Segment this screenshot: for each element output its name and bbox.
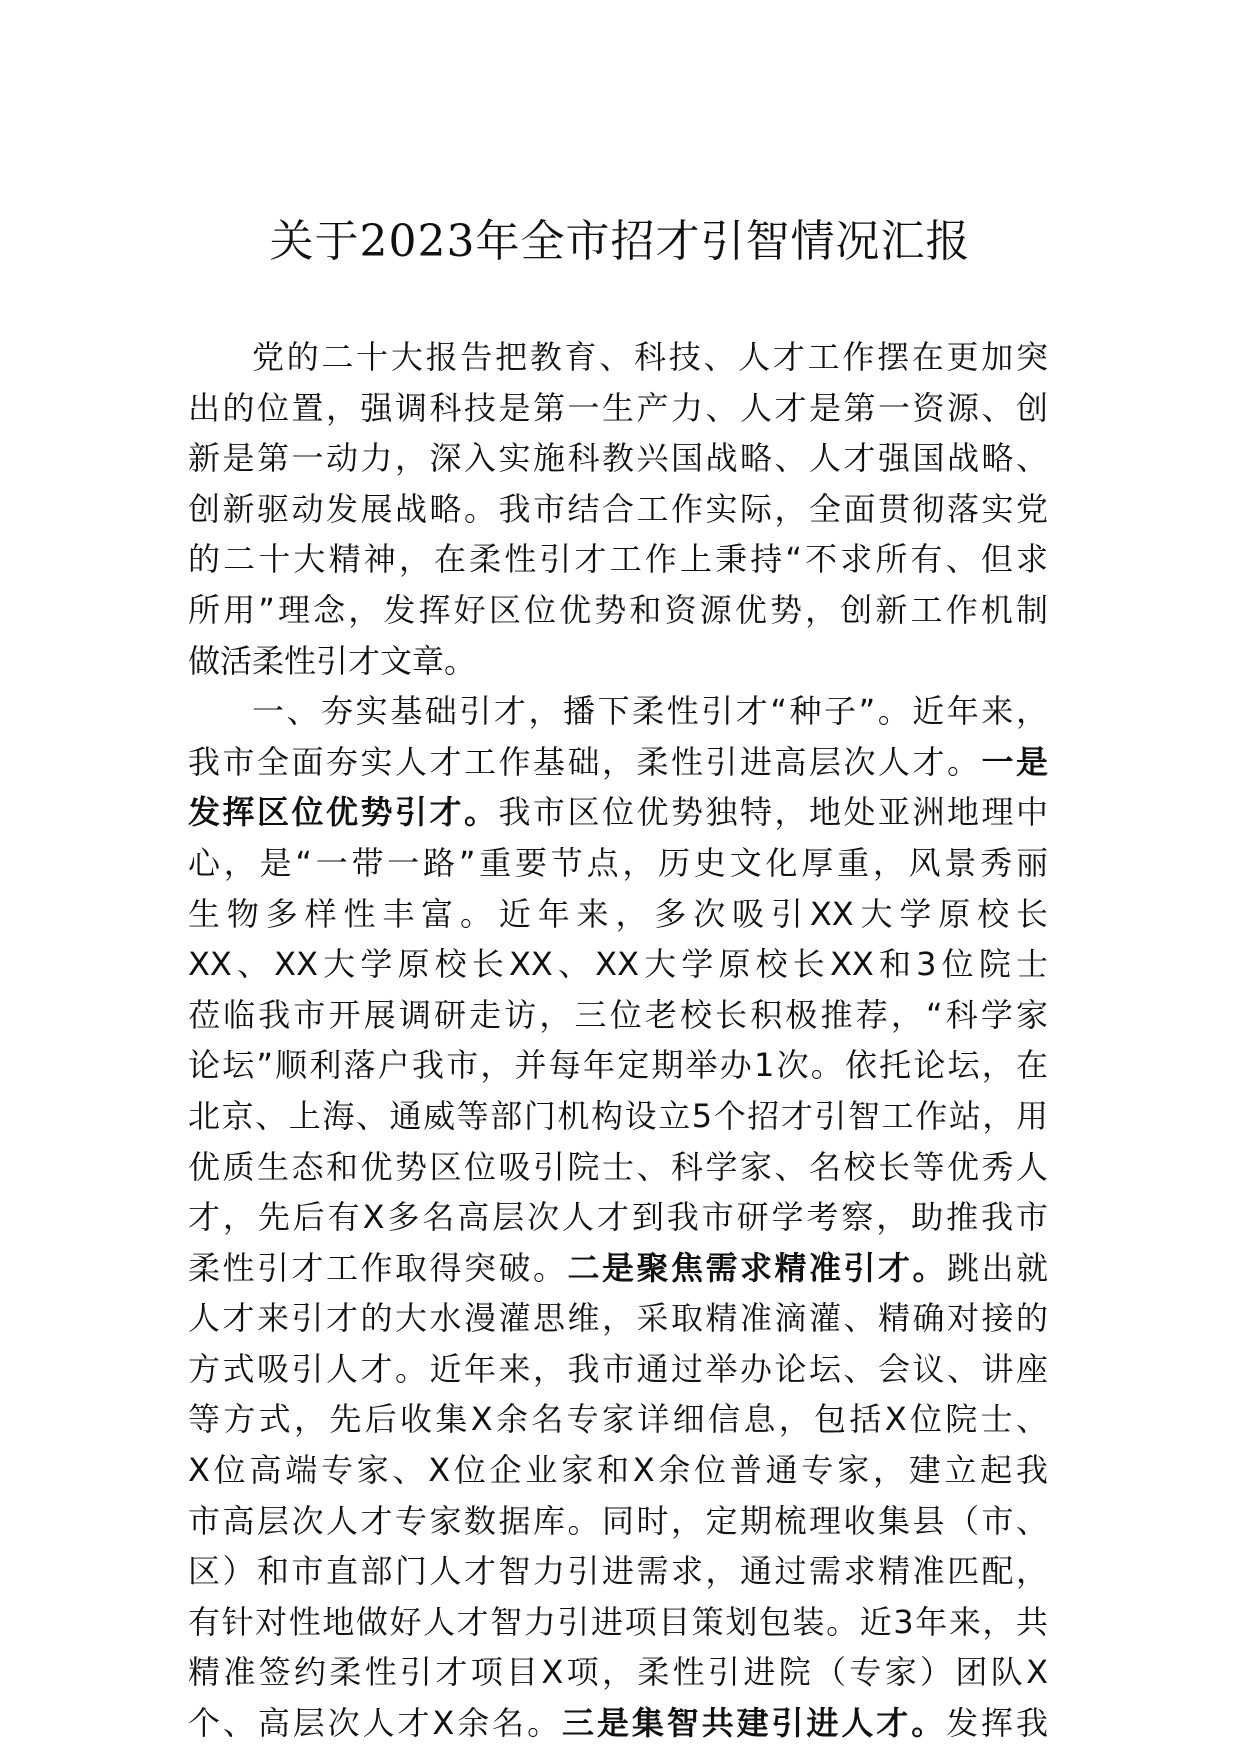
text-segment: 北京、上海、通威等部门机构设立5个招才引智工作站，用	[188, 1096, 1048, 1135]
text-line	[188, 534, 1048, 585]
bold-text-segment: 二是聚焦需求精准引才。	[567, 1248, 947, 1287]
text-segment: 有针对性地做好人才智力引进项目策划包装。近3年来，共	[188, 1602, 1048, 1641]
text-line	[188, 1647, 1048, 1698]
text-line	[188, 1293, 1048, 1344]
text-line	[188, 433, 1048, 484]
text-segment: 一、夯实基础引才，播下柔性引才“种子”。近年来，	[252, 692, 1048, 731]
text-segment: 党的二十大报告把教育、科技、人才工作摆在更加突	[252, 338, 1048, 376]
bold-text-segment: 发挥区位优势引才。	[188, 793, 499, 832]
text-line	[188, 1597, 1048, 1648]
bold-text-segment: 三是集智共建引进人才。	[562, 1704, 947, 1743]
text-segment: 人才来引才的大水漫灌思维，采取精准滴灌、精确对接的	[188, 1299, 1048, 1338]
text-segment: 我市区位优势独特，地处亚洲地理中	[498, 793, 1048, 832]
text-line	[188, 1091, 1048, 1142]
text-line	[188, 585, 1048, 636]
text-line	[188, 636, 1048, 687]
text-segment: 论坛”顺利落户我市，并每年定期举办1次。依托论坛，在	[188, 1046, 1048, 1085]
text-segment: 市高层次人才专家数据库。同时，定期梳理收集县（市、	[188, 1501, 1048, 1540]
text-line	[188, 1344, 1048, 1395]
text-line	[188, 990, 1048, 1041]
text-line	[188, 1698, 1048, 1749]
text-line	[188, 1445, 1048, 1496]
text-segment: 心，是“一带一路”重要节点，历史文化厚重，风景秀丽	[188, 843, 1048, 882]
text-segment: XX、XX大学原校长XX、XX大学原校长XX和3位院士	[188, 945, 1048, 984]
text-line	[188, 787, 1048, 838]
text-segment: X位高端专家、X位企业家和X余位普通专家，建立起我	[188, 1451, 1048, 1490]
text-segment: 莅临我市开展调研走访，三位老校长积极推荐，“科学家	[188, 995, 1048, 1034]
text-line	[188, 1142, 1048, 1193]
text-line	[188, 737, 1048, 788]
text-line	[188, 1192, 1048, 1243]
text-line	[188, 1496, 1048, 1547]
text-segment: 发挥我	[946, 1704, 1048, 1743]
text-segment: 做活柔性引才文章。	[188, 641, 477, 680]
text-line	[188, 939, 1048, 990]
text-segment: 区）和市直部门人才智力引进需求，通过需求精准匹配，	[188, 1552, 1048, 1591]
text-segment: 个、高层次人才X余名。	[188, 1704, 563, 1743]
text-line	[188, 484, 1048, 535]
text-segment: 出的位置，强调科技是第一生产力、人才是第一资源、创	[188, 388, 1048, 427]
text-line	[188, 889, 1048, 940]
text-line	[188, 1546, 1048, 1597]
text-segment: 精准签约柔性引才项目X项，柔性引进院（专家）团队X	[188, 1653, 1048, 1692]
text-segment: 我市全面夯实人才工作基础，柔性引进高层次人才。	[188, 742, 982, 781]
text-segment: 新是第一动力，深入实施科教兴国战略、人才强国战略、	[188, 439, 1048, 478]
document-body	[188, 332, 1048, 1749]
text-segment: 等方式，先后收集X余名专家详细信息，包括X位院士、	[188, 1400, 1048, 1439]
text-segment: 所用”理念，发挥好区位优势和资源优势，创新工作机制	[188, 590, 1048, 629]
text-line	[188, 383, 1048, 434]
text-segment: 优质生态和优势区位吸引院士、科学家、名校长等优秀人	[188, 1147, 1048, 1186]
text-segment: 生物多样性丰富。近年来，多次吸引XX大学原校长	[188, 894, 1048, 933]
text-line	[188, 1243, 1048, 1294]
text-segment: 方式吸引人才。近年来，我市通过举办论坛、会议、讲座	[188, 1349, 1048, 1388]
text-line	[188, 838, 1048, 889]
text-line	[188, 686, 1048, 737]
text-segment: 创新驱动发展战略。我市结合工作实际，全面贯彻落实党	[188, 489, 1048, 528]
text-segment: 柔性引才工作取得突破。	[188, 1248, 568, 1287]
text-line	[188, 1394, 1048, 1445]
document-title: 关于2023年全市招才引智情况汇报	[269, 216, 971, 267]
text-line	[188, 332, 1048, 383]
text-segment: 才，先后有X多名高层次人才到我市研学考察，助推我市	[188, 1198, 1048, 1237]
text-line	[188, 1040, 1048, 1091]
text-segment: 跳出就	[946, 1248, 1048, 1287]
bold-text-segment: 一是	[981, 742, 1048, 781]
text-segment: 的二十大精神，在柔性引才工作上秉持“不求所有、但求	[188, 540, 1048, 579]
